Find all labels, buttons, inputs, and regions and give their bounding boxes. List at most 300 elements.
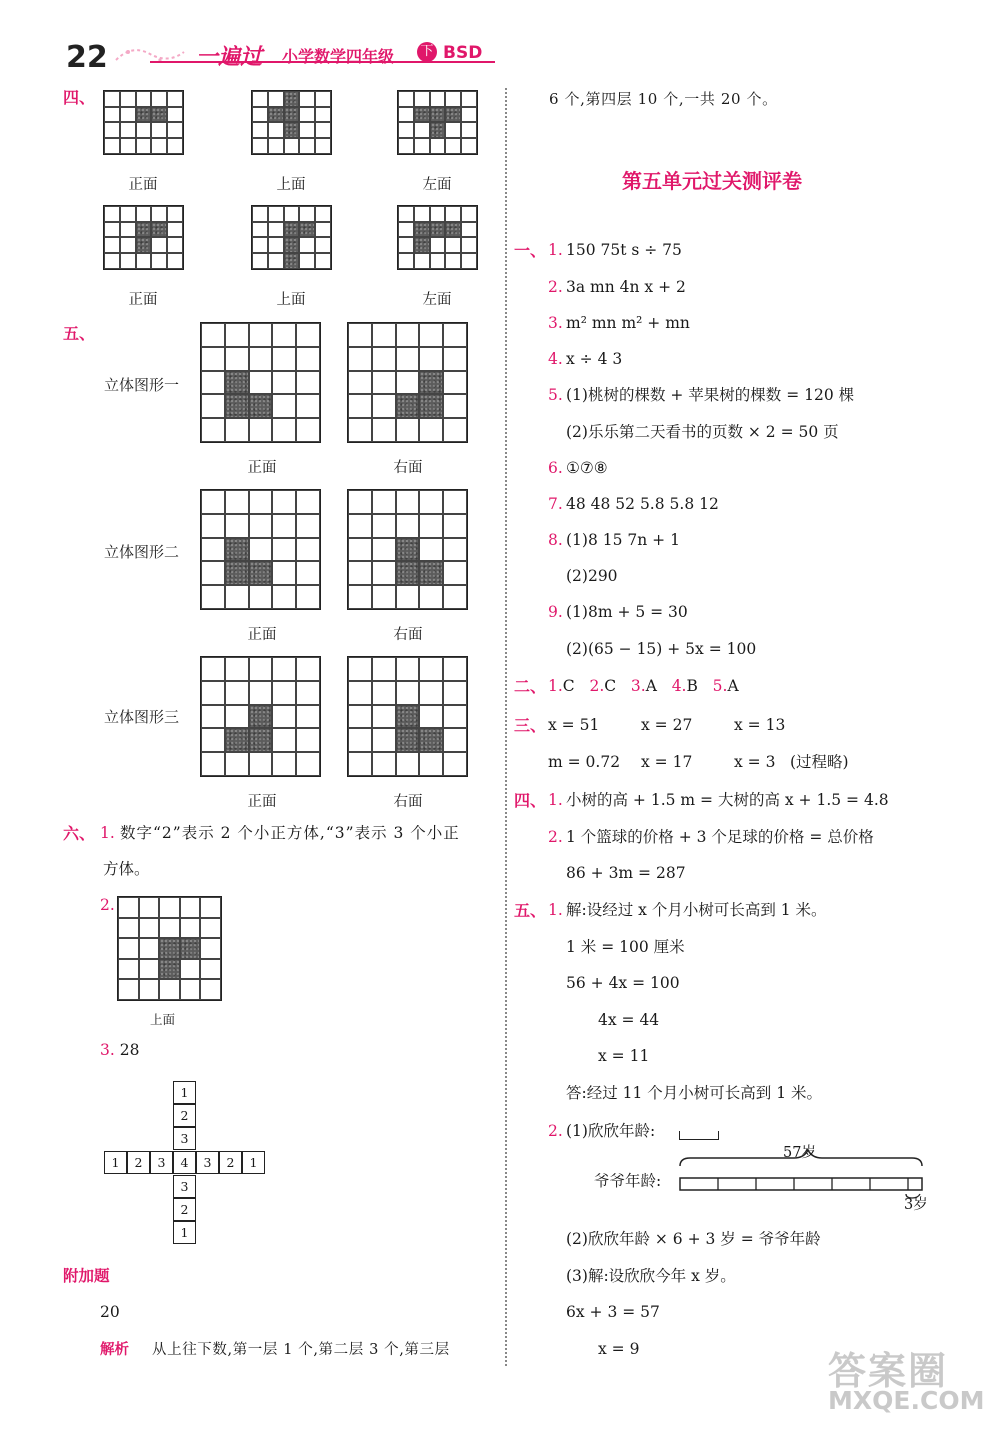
s5-item2-number: 2. [548,1122,563,1140]
q6-item3-value: 28 [119,1041,140,1059]
filled-cell [396,538,420,562]
column-divider [505,88,507,1366]
volume-mark [417,42,437,62]
grid-cell [296,347,320,371]
grid-cell [120,253,136,269]
s1-item-text: 3a mn 4n x + 2 [566,278,686,296]
grid-cell [348,752,372,776]
grid-cell [272,514,296,538]
s4-item1-number: 1. [548,791,563,809]
filled-cell [225,538,249,562]
s1-item-text: (2)(65 − 15) + 5x = 100 [566,640,757,658]
grid-cell [315,138,331,154]
q6-item3-number: 3. [100,1041,115,1059]
grid-cell [315,107,331,123]
grid-cell [120,222,136,238]
grid-cell [268,222,284,238]
grid-cell [372,394,396,418]
s1-item-text: (2)290 [566,567,618,585]
s3-answer: x = 51 [548,716,600,734]
grid-cell [443,538,467,562]
s5-sub1: (1)欣欣年龄: [566,1122,656,1140]
filled-cell [430,122,446,138]
grid-cell [201,681,225,705]
grid-cell [299,122,315,138]
grid-cell [272,394,296,418]
grid-cell [430,206,446,222]
grid-cell [315,253,331,269]
s3-answer: m = 0.72 [548,753,621,771]
s1-item-number: 2. [548,278,563,296]
grid-cell [419,538,443,562]
grid-cell [139,979,160,1000]
filled-cell [396,705,420,729]
grid-cell [443,347,467,371]
filled-cell [225,728,249,752]
grid-cell [201,561,225,585]
s2-num: 4. [671,677,687,695]
grid-cell [151,91,167,107]
s1-item-text: m² mn m² + mn [566,314,690,332]
grid-cell [445,237,461,253]
grid-cell [396,681,420,705]
grid-cell [348,681,372,705]
s5-item1-number: 1. [548,901,563,919]
grid-cell [104,253,120,269]
grid-cell [139,959,160,980]
grid-cell [296,490,320,514]
grid-cell [118,897,139,918]
cube-cell: 2 [127,1151,150,1174]
grid-cell [296,561,320,585]
grid-cell [396,323,420,347]
s2-answer: A [645,677,657,695]
s5-line: 56 + 4x = 100 [566,974,680,992]
grid-cell [167,138,183,154]
q6-item1-line1: 数字“2”表示 2 个小正方体,“3”表示 3 个小正 [120,824,460,842]
s5-line: 4x = 44 [598,1011,660,1029]
s1-item-number: 5. [548,386,563,404]
s2-answer: A [727,677,739,695]
watermark-bottom: MXQE.COM [828,1386,985,1415]
grid-cell [296,538,320,562]
shape3-front-grid [200,656,321,777]
s2-num: 1. [548,677,563,695]
grid-cell [167,206,183,222]
grid-cell [299,253,315,269]
grid-cell [268,206,284,222]
grid-cell [419,752,443,776]
filled-cell [430,107,446,123]
cube-cell: 3 [173,1127,196,1150]
grid-cell [348,418,372,442]
s4-item2-number: 2. [548,828,563,846]
q5-caption-front-1: 正面 [247,460,277,476]
grid-cell [151,237,167,253]
grid-cell [104,91,120,107]
grid-cell [396,514,420,538]
grid-cell [139,938,160,959]
grid-cell [252,122,268,138]
grid-cell [180,897,201,918]
s5-sub3: (3)解:设欣欣今年 x 岁。 [566,1267,736,1285]
s2-answer: B [686,677,698,695]
grid-cell [348,394,372,418]
grid-cell [299,91,315,107]
grid-cell [372,585,396,609]
grid-cell [201,371,225,395]
grid-cell [398,138,414,154]
grid-cell [396,585,420,609]
shape1-front-grid [200,322,321,443]
cube-cell: 1 [242,1151,265,1174]
grid-cell [167,237,183,253]
grid-cell [396,490,420,514]
grid-cell [225,323,249,347]
grid-cell [139,897,160,918]
grid-cell [299,138,315,154]
grid-cell [414,138,430,154]
q6-item2-caption: 上面 [150,1012,176,1027]
grid-cell [430,253,446,269]
grid-cell [249,585,273,609]
volume-mark-text: 下 [420,44,434,59]
grid-cell [296,418,320,442]
grid-cell [272,561,296,585]
grid-cell [151,206,167,222]
filled-cell [396,394,420,418]
grid-cell [296,394,320,418]
grid-cell [252,206,268,222]
grid-cell [419,585,443,609]
grid-cell [180,918,201,939]
grid-cell [445,91,461,107]
grid-cell [118,959,139,980]
grid-cell [372,418,396,442]
s1-item-number: 3. [548,314,563,332]
grid-cell [200,938,221,959]
grid-cell [348,657,372,681]
grid-cell [201,418,225,442]
grid-cell [201,538,225,562]
q5-caption-right-1: 右面 [393,460,423,476]
grid-cell [296,514,320,538]
s1-item-text: x ÷ 4 3 [566,350,623,368]
grid-cell [372,681,396,705]
q5-caption-right-2: 右面 [393,627,423,643]
filled-cell [151,107,167,123]
grid-cell [159,979,180,1000]
filled-cell [249,394,273,418]
edition-label: BSD [443,43,483,63]
filled-cell [136,222,152,238]
grid-cell [200,959,221,980]
grid-cell [348,538,372,562]
grid-cell [296,752,320,776]
q5-caption-right-3: 右面 [393,794,423,810]
filled-cell [180,938,201,959]
s5-line: x = 11 [598,1047,650,1065]
grid-cell [461,206,477,222]
grid-cell [419,490,443,514]
grid-cell [249,418,273,442]
q4-caption-left-1: 左面 [422,177,452,193]
grid-cell [252,107,268,123]
grid-cell [348,585,372,609]
grid-cell [272,681,296,705]
grid-cell [396,371,420,395]
grid-cell [272,728,296,752]
grid-cell [348,347,372,371]
s5-label: 五、 [514,901,547,920]
grid-cell [136,91,152,107]
grid-cell [120,138,136,154]
s4-item2-equation: 86 + 3m = 287 [566,864,686,882]
grid-cell [252,138,268,154]
grid-cell [461,122,477,138]
grid-cell [252,253,268,269]
grid-cell [443,371,467,395]
grid-cell [430,237,446,253]
filled-cell [225,394,249,418]
grid-cell [461,138,477,154]
s2-answer: C [604,677,617,695]
grid-cell [252,222,268,238]
s3-answer: x = 27 [641,716,693,734]
grid-cell [136,253,152,269]
grid-cell [159,897,180,918]
grid-cell [180,959,201,980]
shape3-right-grid [347,656,468,777]
grid-cell [461,107,477,123]
grid-cell [348,705,372,729]
grid-cell [225,752,249,776]
grid-cell [299,237,315,253]
grid-cell [396,347,420,371]
s1-item-number: 7. [548,495,563,513]
filled-cell [284,222,300,238]
filled-cell [136,237,152,253]
grid-cell [414,253,430,269]
subject-title: 小学数学四年级 [282,47,395,66]
grid-cell [201,394,225,418]
grid-cell [201,752,225,776]
grid-cell [167,253,183,269]
grid-cell [201,490,225,514]
grid-cell [414,206,430,222]
cube-cell: 1 [173,1221,196,1244]
filled-cell [249,728,273,752]
grid-cell [118,918,139,939]
unit-title: 第五单元过关测评卷 [622,169,802,193]
grid-cell [201,347,225,371]
filled-cell [284,107,300,123]
grid-cell [372,490,396,514]
grid-cell [348,728,372,752]
grid-cell [443,418,467,442]
view-grid-left [397,205,478,270]
q5-shape1-name: 立体图形一 [104,376,180,394]
grid-cell [104,122,120,138]
page-number: 22 [66,40,108,75]
s5-eq2: x = 9 [598,1340,640,1358]
s1-item-number: 1. [548,241,563,259]
grid-cell [398,222,414,238]
shape2-front-grid [200,489,321,610]
grid-cell [315,206,331,222]
s2-num: 3. [630,677,646,695]
view-grid-top [251,205,332,270]
grid-cell [430,91,446,107]
grid-cell [372,347,396,371]
shape1-right-grid [347,322,468,443]
filled-cell [396,728,420,752]
s5-line: 1 米 = 100 厘米 [566,938,685,956]
filled-cell [419,371,443,395]
grid-cell [225,681,249,705]
s4-item2-text: 1 个篮球的价格 + 3 个足球的价格 = 总价格 [566,828,874,846]
cube-cell: 2 [219,1151,242,1174]
filled-cell [284,253,300,269]
grid-cell [348,490,372,514]
grid-cell [419,681,443,705]
view-grid-front [103,90,184,155]
grid-cell [396,418,420,442]
grid-cell [315,122,331,138]
s1-label: 一、 [514,241,547,260]
q4-caption-left-2: 左面 [422,292,452,308]
grid-cell [104,206,120,222]
s3-answer: x = 17 [641,753,693,771]
grid-cell [348,371,372,395]
grid-cell [443,752,467,776]
grid-cell [104,237,120,253]
grid-cell [348,561,372,585]
cube-cell: 2 [173,1104,196,1127]
grid-cell [272,752,296,776]
grid-cell [225,705,249,729]
q5-caption-front-2: 正面 [247,627,277,643]
grid-cell [296,657,320,681]
grid-cell [372,561,396,585]
filled-cell [284,237,300,253]
grid-cell [461,253,477,269]
s1-item-text: (1)8 15 7n + 1 [566,531,680,549]
grid-cell [296,323,320,347]
grid-cell [299,107,315,123]
filled-cell [414,237,430,253]
grid-cell [398,91,414,107]
s4-label: 四、 [514,791,547,810]
grid-cell [396,657,420,681]
grid-cell [443,514,467,538]
grid-cell [225,657,249,681]
series-logo: 一遍过 [196,45,263,70]
header-underline [150,61,495,63]
watermark-top: 答案圈 [828,1349,949,1393]
grid-cell [348,514,372,538]
s1-item-text: 150 75t s ÷ 75 [566,241,682,259]
grid-cell [315,222,331,238]
grid-cell [398,206,414,222]
grid-cell [249,490,273,514]
grid-cell [284,138,300,154]
shape2-right-grid [347,489,468,610]
grid-cell [419,323,443,347]
grid-cell [136,138,152,154]
grid-cell [296,705,320,729]
grid-cell [201,657,225,681]
grid-cell [443,490,467,514]
filled-cell [284,91,300,107]
grid-cell [201,705,225,729]
s2-answer: C [562,677,575,695]
grandpa-label: 爷爷年龄: [594,1172,662,1190]
grid-cell [443,657,467,681]
grid-cell [272,418,296,442]
cube-cell: 3 [150,1151,173,1174]
s3-answer: x = 13 [734,716,786,734]
grid-cell [443,705,467,729]
grid-cell [151,122,167,138]
filled-cell [414,222,430,238]
filled-cell [396,561,420,585]
grid-cell [372,538,396,562]
filled-cell [151,222,167,238]
grid-cell [136,206,152,222]
q6-item1-number: 1. [100,824,115,842]
cube-cell: 2 [173,1198,196,1221]
analysis-continued: 6 个,第四层 10 个,一共 20 个。 [549,90,778,108]
filled-cell [430,222,446,238]
grid-cell [249,323,273,347]
grid-cell [414,91,430,107]
q6-label: 六、 [63,824,96,843]
grid-cell [180,979,201,1000]
grid-cell [398,237,414,253]
grid-cell [445,253,461,269]
grid-cell [419,657,443,681]
grid-cell [348,323,372,347]
bonus-answer: 20 [100,1303,120,1321]
grid-cell [419,418,443,442]
grid-cell [252,237,268,253]
q4-label: 四、 [63,88,96,107]
grid-cell [443,394,467,418]
grid-cell [104,138,120,154]
s2-answers [548,679,739,695]
s3-label: 三、 [514,716,547,735]
bracket-bottom-label: 3岁 [904,1197,928,1213]
grid-cell [120,206,136,222]
filled-cell [249,561,273,585]
grid-cell [167,122,183,138]
s5-eq1: 6x + 3 = 57 [566,1303,660,1321]
grid-cell [296,585,320,609]
s3-note: (过程略) [790,753,849,771]
view-grid-left [397,90,478,155]
q4-caption-top-2: 上面 [276,292,306,308]
grid-cell [372,728,396,752]
s2-num: 2. [589,677,605,695]
cube-cell: 1 [104,1151,127,1174]
grid-cell [201,514,225,538]
s4-item1-text: 小树的高 + 1.5 m = 大树的高 x + 1.5 = 4.8 [566,791,889,809]
filled-cell [445,107,461,123]
grid-cell [104,107,120,123]
grid-cell [225,490,249,514]
grid-cell [419,347,443,371]
